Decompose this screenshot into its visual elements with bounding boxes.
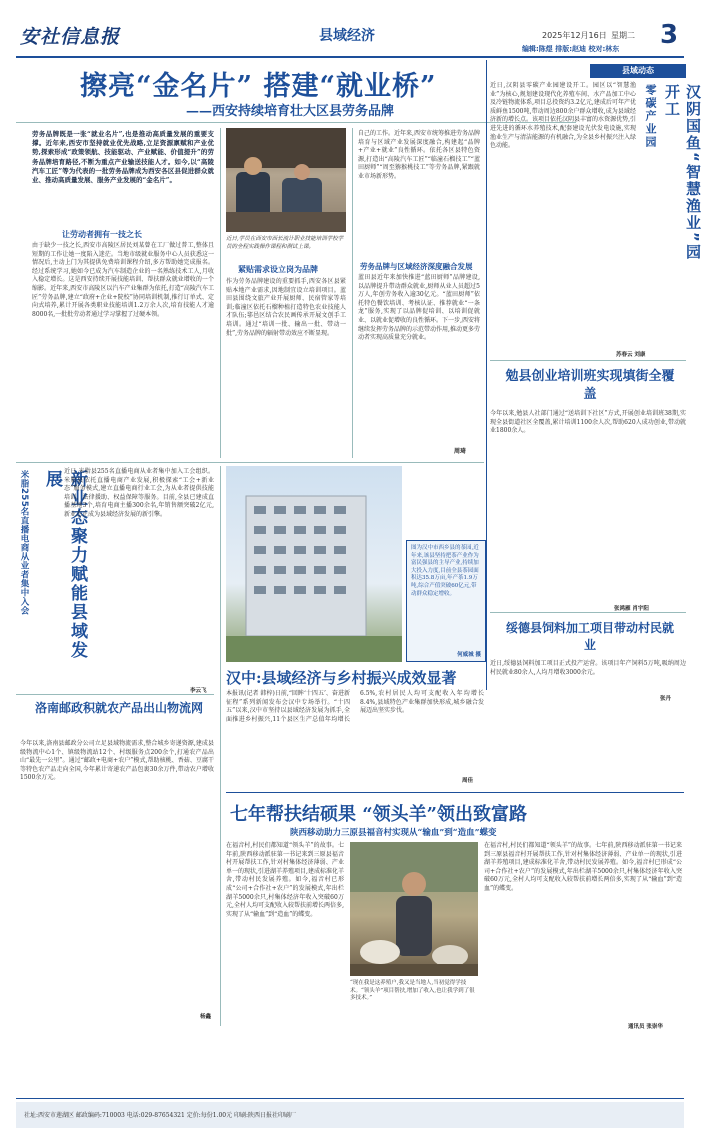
sidebar-title-3: 绥德县饲料加工项目带动村民就业 <box>505 621 674 652</box>
main-subtitle: ——西安持续培育壮大区县劳务品牌 <box>186 104 395 119</box>
left-feature-author: 李云飞 <box>190 688 207 694</box>
col-divider-2 <box>352 128 353 458</box>
subhead-skills: 让劳动者拥有一技之长 <box>62 229 142 239</box>
editors-line: 编辑:陈煜 排版:赵迪 校对:林东 <box>522 45 620 53</box>
issue-weekday: 星期二 <box>611 31 635 40</box>
main-body-col4: 蓝田县近年来加快推进“蓝田厨师”品牌建设,以品牌提升带动群众就业,厨师从业人员超过5万人,年创劳务收入逾30亿元。“蓝田厨师”依托特色餐饮培训、考核认证、推荐就业“一条龙”服务,实现了以品牌促培训、以培训促就业、以就业促增收的良性循环。下一步,西安将继续发挥劳务品牌的示范带动作用,推动更多劳动者实现高质量充分就业。 <box>358 274 480 342</box>
sidebar-body-1: 近日,汉阴县零碳产业园建设开工。园区以“智慧渔业”为核心,规划建设现代化养殖车间、水产品加工中心及冷链物流体系,项目总投资约3.2亿元,建成后可年产优质鲜鱼1500吨,带动周边800余户群众增收,成为县域经济新的增长点。该项目依托汉阴县丰富的水资源优势,引进先进的循环水养殖技术,配套建设光伏发电设施,实现渔业生产与清洁能源的有机融合,为全县乡村振兴注入绿色动能。 <box>490 82 636 150</box>
subhead-integration: 劳务品牌与区域经济深度融合发展 <box>360 262 473 271</box>
left-feature-body: 近日,米脂县255名直播电商从业者集中加入工会组织。米脂县依托直播电商产业发展,积极探索“工会+新业态”服务模式,建立直播电商行业工会,为从业者提供技能培训、法律援助、权益保障等服务。目前,全县已建成直播基地3个,培育电商主播300余名,年销售额突破2亿元,新业态正成为县域经济发展的新引擎。 <box>64 468 214 518</box>
bottom-body-col3: 在福音村,村民们都知道“领头羊”的故事。七年前,陕西移动派驻第一书记来到三原县福音村开展帮扶工作,针对村集体经济薄弱、产业单一的现状,引进湖羊养殖项目,建成标准化羊舍,带动村民发展养殖。如今,福音村已形成“公司+合作社+农户”的发展模式,年出栏湖羊5000余只,村集体经济年收入突破60万元,全村人均可支配收入较帮扶前增长两倍多,实现了从“输血”到“造血”的蝶变。 <box>484 842 682 892</box>
subhead-demand: 紧贴需求设立岗为品牌 <box>238 264 318 274</box>
hanzhong-author: 周佳 <box>462 778 474 784</box>
sidebar-byline-2: 张鸿雁 肖宇阳 <box>614 606 649 612</box>
training-photo-caption: 近日,学员在西安市西长流计职业技能培训学校学 员的全程实践操作课程和测试上课。 <box>226 236 344 250</box>
left-feature-title: 新业态聚力赋能县域发展 <box>42 470 87 660</box>
sidebar-title-1-aux: 零碳产业园 <box>644 84 657 149</box>
bottom-body-col1: 在福音村,村民们都知道“领头羊”的故事。七年前,陕西移动派驻第一书记来到三原县福音村开展帮扶工作,针对村集体经济薄弱、产业单一的现状,引进湖羊养殖项目,建成标准化羊舍,带动村民发展养殖。如今,福音村已形成“公司+合作社+农户”的发展模式,年出栏湖羊5000余只,村集体经济年收入突破60万元,全村人均可支配收入较帮扶前增长两倍多,实现了从“输血”到“造血”的蝶变。 <box>226 842 344 918</box>
section-rule-2 <box>16 694 214 695</box>
farmer-photo-caption: “现在我是这养殖户,我又是当地人,当初觉得学技术。“领头羊”项目帮扶,增加了收入,也让我学到了很多技术。” <box>350 980 475 1002</box>
luonan-title: 洛南邮政积就农产品出山物流网 <box>34 701 203 715</box>
col-divider-3 <box>220 466 221 1026</box>
hanzhong-title: 汉中:县域经济与乡村振兴成效显著 <box>226 669 457 687</box>
issue-date: 2025年12月16日 <box>542 31 607 40</box>
bottom-subtitle: 陕西移动助力三原县福音村实现从“输血”到“造血”蝶变 <box>290 828 497 838</box>
luonan-body: 今年以来,洛南县邮政分公司立足县域物流需求,整合城乡寄递资源,建成县级物流中心1个、镇级物流站12个、村级服务点200余个,打通农产品出山“最先一公里”。通过“邮政+电商+农户”模式,帮助核桃、香菇、豆腐干等特色农产品走向全国,今年累计寄递农产品包裹30余万件,带动农户增收1500余万元。 <box>20 740 214 782</box>
tea-photo-box <box>406 540 486 662</box>
section-name: 县域经济 <box>319 28 375 44</box>
left-feature-kicker: 米脂255名直播电商从业者集中入会 <box>19 470 29 616</box>
masthead <box>0 0 700 60</box>
col-divider-1 <box>220 128 221 458</box>
building-photo-art <box>226 466 402 662</box>
sidebar-body-3: 近日,绥德县饲料加工项目正式投产运营。该项目年产饲料5万吨,吸纳周边村民就业80余人,人均月增收3000余元。 <box>490 660 686 676</box>
sidebar-title-2: 勉县创业培训班实现填街全覆盖 <box>505 369 675 402</box>
sidebar-label <box>590 64 686 78</box>
footer-rule <box>16 1098 684 1099</box>
luonan-author: 杨鑫 <box>200 1014 212 1020</box>
section-rule-1 <box>16 462 484 463</box>
masthead-logo: 安社信息报 <box>20 26 121 48</box>
section-rule-3 <box>226 792 684 793</box>
main-body-col1: 由于缺少一技之长,西安市高陵区居民刘某曾在工厂做过普工,整体且短期的工作让她一度陷入迷茫。当地市级就业服务中心人员获悉这一情况后,主动上门为其提供免费培训课程介绍,多方帮助她完成报名。经过系统学习,她如今已成为汽车制造企业的一名熟练技术工人,月收入稳定增长。这是西安持续开展技能培训、帮扶群众就业增收的一个缩影。近年来,西安市高陵区以汽车产业集群为依托,打造“高陵汽车工匠”劳务品牌,建立“政府+企业+院校”协同培训机制,推行订单式、定向式培养,累计开展各类职业技能培训1.2万余人次,培育技能人才逾8000名,一批批劳动者通过学习掌握了过硬本领。 <box>32 242 214 318</box>
tea-photo-author: 何威城 摄 <box>457 652 481 658</box>
tea-photo-caption: 图为汉中市西乡县的茶园,近年来,该县坚持把茶产业作为富民强县的主导产业,持续加大投入力度,目前全县茶园面积达35.8万亩,年产茶1.9万吨,综合产值突破60亿元,带动群众稳定增收。 <box>411 545 479 597</box>
hanzhong-body: 本报讯(记者 韩梓)日前,“回眸‘十四五’、奋进新征程”系列新闻发布会汉中专场举行。“十四五”以来,汉中市坚持以县域经济发展为抓手,全面推进乡村振兴,11个县区生产总值年均增长6.5%,农村居民人均可支配收入年均增长8.4%,县域特色产业集群加快形成,城乡融合发展迈出坚实步伐。 <box>226 690 484 723</box>
sidebar-rule-1 <box>490 360 686 361</box>
farmer-photo <box>350 842 478 976</box>
sidebar-title-1: 汉阴国鱼“智慧渔业”园开工 <box>663 84 702 261</box>
bottom-title: 七年帮扶结硕果 “领头羊”领出致富路 <box>230 804 527 825</box>
sidebar-rule-2 <box>490 612 686 613</box>
page-number: 3 <box>660 20 679 50</box>
building-photo <box>226 466 402 662</box>
training-photo <box>226 128 346 232</box>
footer-text: 社址:西安市莲湖区 邮政编码:710003 电话:029-87654321 定价:每份1.00元 印刷:陕西日报社印刷厂 <box>24 1112 297 1119</box>
sidebar-byline-1: 苏春云 刘康 <box>616 352 646 358</box>
farmer-photo-art <box>350 842 478 976</box>
sidebar-label-text: 县域动态 <box>622 66 654 75</box>
training-photo-art <box>226 128 346 232</box>
main-author: 周琦 <box>454 448 467 455</box>
masthead-rule <box>16 56 684 58</box>
sidebar-byline-3: 张丹 <box>660 696 672 702</box>
sidebar-divider <box>486 60 487 690</box>
footer-strip <box>16 1102 684 1128</box>
main-body-col3: 自己的工作。近年来,西安市统筹推进劳务品牌培育与区域产业发展深度融合,构建起“品牌+产业+就业”良性循环。依托各区县特色资源,打造出“高陵汽车工匠”“临潼石榴技工”“蓝田厨师”“周至猕猴桃技工”等劳务品牌,紧跟就业市场新形势。 <box>358 130 480 180</box>
main-body-col2: 作为劳务品牌建设的重要抓手,西安各区县紧贴本地产业需求,因地制宜设立培训项目。蓝田县围绕文旅产业开展厨师、民宿管家等培训;临潼区依托石榴种植打造特色农业技能人才队伍;鄠邑区结合农民画传承开展文创手工培训。通过“培训一批、输出一批、带动一批”,劳务品牌的辐射带动效应不断显现。 <box>226 278 346 337</box>
sidebar-body-2: 今年以来,勉县人社部门通过“送培训下社区”方式,开展创业培训班38期,实现全县街道社区全覆盖,累计培训1100余人次,帮助620人成功创业,带动就业1800余人。 <box>490 410 686 435</box>
main-lead: 劳务品牌既是一张“就业名片”,也是推动高质量发展的重要支撑。近年来,西安市坚持就业优先战略,立足资源禀赋和产业优势,探索形成“政策领航、技能驱动、产业赋能、价值提升”的劳务品牌培育路径,不断为重点产业输送技能人才。如今,以“高陵汽车工匠”等为代表的一批劳务品牌成为西安各区县促进群众就业、推动高质量发展、服务产业发展的“金名片”。 <box>32 130 214 185</box>
main-title: 擦亮“金名片” 搭建“就业桥” <box>80 71 437 102</box>
bottom-author: 通讯员 张崇华 <box>628 1024 663 1030</box>
